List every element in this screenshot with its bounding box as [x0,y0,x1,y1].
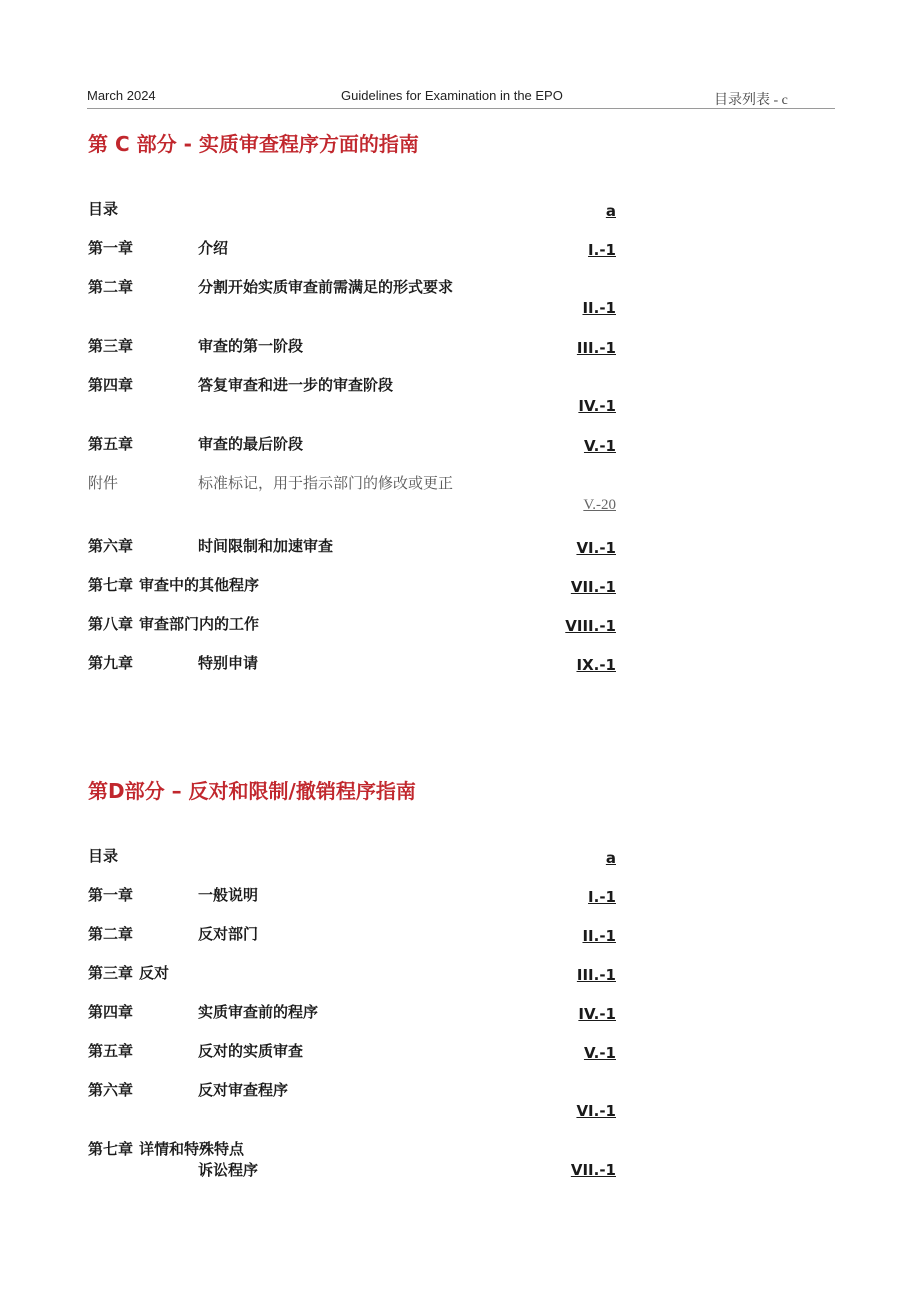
toc-row[interactable] [88,963,618,987]
toc-row[interactable] [88,336,618,360]
toc-page-link[interactable]: IV.-1 [578,1005,616,1023]
toc-chapter: 第六章 [88,1081,134,1099]
toc-row[interactable] [88,575,618,599]
toc-page-link[interactable]: VII.-1 [570,1161,616,1179]
toc-title: 反对部门 [198,925,259,943]
toc-chapter: 第九章 [88,654,134,672]
toc-chapter: 第三章 [88,964,134,982]
part-d-title: 第D部分 – 反对和限制/撤销程序指南 [88,779,416,803]
toc-row[interactable] [88,1002,618,1026]
toc-chapter: 第七章 [88,1140,134,1158]
toc-page-link[interactable]: I.-1 [588,241,616,259]
toc-chapter: 第七章 [88,576,134,594]
toc-chapter: 第二章 [88,278,134,296]
toc-page-link[interactable]: VI.-1 [576,539,616,557]
toc-page-link[interactable]: IX.-1 [576,656,616,674]
toc-row[interactable] [88,277,618,325]
toc-row[interactable] [88,434,618,458]
toc-title: 反对的实质审查 [198,1042,304,1060]
toc-row[interactable] [88,924,618,948]
toc-row[interactable] [88,614,618,638]
toc-title: 介绍 [198,239,229,257]
toc-title-text: 审查部门内的工作 [139,615,260,633]
toc-chapter: 第一章 [88,886,134,904]
toc-title: 审查的最后阶段 [198,435,304,453]
toc-page-link[interactable]: V.-20 [583,497,616,513]
toc-chapter: 第五章 [88,1042,134,1060]
toc-title [88,1139,244,1159]
toc-chapter: 第一章 [88,239,134,257]
toc-page-link[interactable]: II.-1 [582,299,616,317]
toc-title: 审查的第一阶段 [198,337,304,355]
toc-title [88,575,259,595]
toc-chapter: 附件 [88,474,119,492]
toc-row[interactable] [88,238,618,262]
toc-title: 分割开始实质审查前需满足的形式要求 [198,278,454,296]
toc-title-continuation: 诉讼程序 [198,1161,259,1179]
toc-chapter: 第六章 [88,537,134,555]
toc-row[interactable] [88,536,618,560]
page-header [87,86,835,109]
toc-row[interactable] [88,846,618,870]
toc-title: 答复审查和进一步的审查阶段 [198,376,394,394]
toc-chapter: 第四章 [88,1003,134,1021]
toc-title: 标准标记，用于指示部门的修改或更正 [198,474,454,492]
toc-chapter: 第四章 [88,376,134,394]
toc-title [88,963,169,983]
header-document-title: Guidelines for Examination in the EPO [341,88,563,103]
toc-chapter: 第八章 [88,615,134,633]
header-page-label: 目录列表 - c [714,93,788,108]
toc-row-annex[interactable] [88,473,618,521]
toc-chapter: 第三章 [88,337,134,355]
toc-title: 特别申请 [198,654,259,672]
toc-title: 一般说明 [198,886,259,904]
toc-page-link[interactable]: I.-1 [588,888,616,906]
toc-row[interactable] [88,1080,618,1128]
toc-title-text: 详情和特殊特点 [139,1140,245,1158]
toc-row[interactable] [88,199,618,223]
toc-page-link[interactable]: a [605,202,616,220]
toc-row[interactable] [88,375,618,423]
toc-row[interactable] [88,653,618,677]
toc-chapter: 目录 [88,847,119,865]
toc-chapter: 第二章 [88,925,134,943]
toc-title-text: 审查中的其他程序 [139,576,260,594]
toc-page-link[interactable]: III.-1 [576,339,616,357]
toc-title [88,614,259,634]
toc-page-link[interactable]: VII.-1 [570,578,616,596]
toc-row[interactable] [88,1041,618,1065]
toc-row[interactable] [88,885,618,909]
toc-page-link[interactable]: IV.-1 [578,397,616,415]
part-c-title: 第 C 部分 - 实质审查程序方面的指南 [88,132,419,156]
toc-page-link[interactable]: III.-1 [576,966,616,984]
toc-page-link[interactable]: a [605,849,616,867]
toc-page-link[interactable]: II.-1 [582,927,616,945]
toc-title: 实质审查前的程序 [198,1003,319,1021]
toc-chapter: 第五章 [88,435,134,453]
header-date: March 2024 [87,88,156,103]
toc-chapter: 目录 [88,200,119,218]
toc-page-link[interactable]: V.-1 [583,1044,616,1062]
toc-title: 反对审查程序 [198,1081,289,1099]
toc-title-text: 反对 [139,964,170,982]
toc-page-link[interactable]: VIII.-1 [565,617,616,635]
toc-page-link[interactable]: V.-1 [583,437,616,455]
toc-title: 时间限制和加速审查 [198,537,334,555]
toc-page-link[interactable]: VI.-1 [576,1102,616,1120]
toc-row[interactable] [88,1139,618,1187]
